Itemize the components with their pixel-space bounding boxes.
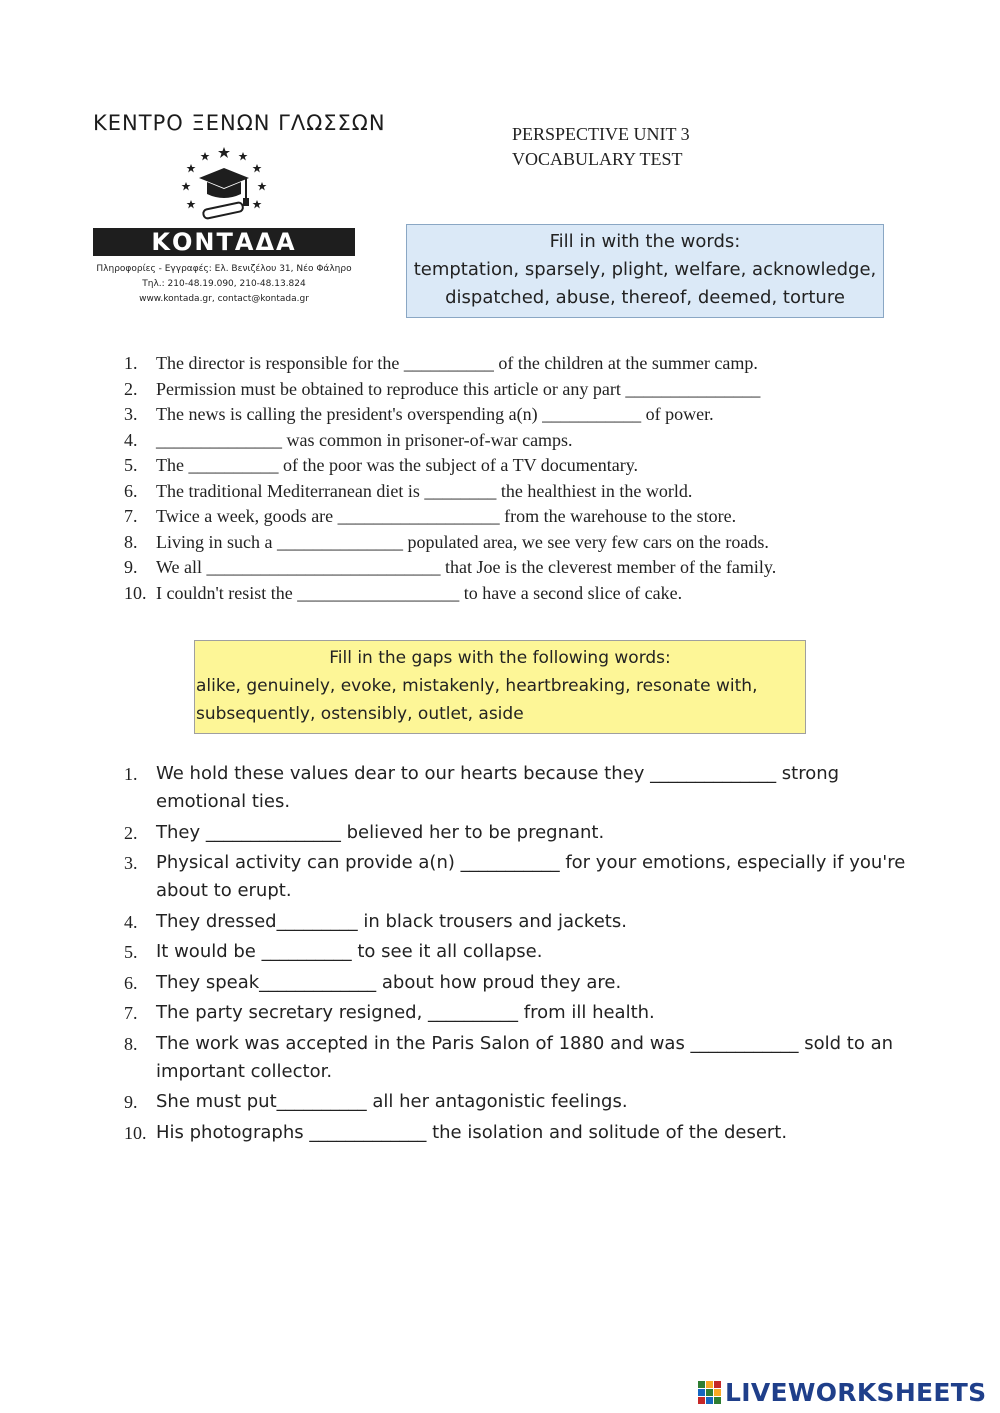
list-item [124, 938, 914, 966]
list-item [124, 760, 914, 816]
item-text[interactable]: They dressed_________ in black trousers and jackets. [156, 910, 627, 932]
item-text[interactable]: We all __________________________ that Joe is the cleverest member of the family. [156, 557, 777, 577]
word-box-heading: Fill in with the words: [549, 231, 741, 252]
item-text[interactable]: Twice a week, goods are __________________ from the warehouse to the store. [156, 506, 737, 526]
page-title [512, 122, 690, 172]
item-text[interactable]: The news is calling the president's overspending a(n) ___________ of power. [156, 404, 714, 424]
item-number: 7. [124, 506, 138, 526]
item-text[interactable]: She must put__________ all her antagonistic feelings. [156, 1091, 628, 1112]
item-number: 9. [124, 1092, 138, 1112]
item-text[interactable]: They _______________ believed her to be pregnant. [156, 821, 605, 843]
list-item [124, 1030, 914, 1086]
logo-info-phone: Τηλ.: 210-48.19.090, 210-48.13.824 [142, 279, 306, 289]
logo-info-address: Πληροφορίες - Εγγραφές: Ελ. Βενιζέλου 31, Νέο Φάληρο [96, 264, 352, 274]
item-text[interactable]: His photographs _____________ the isolation and solitude of the desert. [156, 1121, 788, 1143]
item-text[interactable]: The party secretary resigned, __________ from ill health. [156, 1002, 655, 1023]
item-text[interactable]: Permission must be obtained to reproduce this article or any part _______________ [156, 378, 761, 399]
item-number: 5. [124, 455, 138, 475]
item-text[interactable]: ______________ was common in prisoner-of-war camps. [156, 429, 573, 450]
list-item [124, 504, 776, 530]
item-number: 10. [124, 582, 147, 603]
logo-title: ΚΕΝΤΡΟ ΞΕΝΩΝ ΓΛΩΣΣΩΝ [93, 111, 386, 135]
item-text[interactable]: Physical activity can provide a(n) ___________ for your emotions, especially if you're about to erupt. [156, 852, 906, 901]
list-item [124, 428, 776, 454]
list-item [124, 908, 914, 936]
item-text[interactable]: The __________ of the poor was the subject of a TV documentary. [156, 455, 639, 475]
item-number: 9. [124, 557, 138, 577]
graduation-cap-icon [159, 144, 289, 226]
exercise-list-section1 [124, 351, 776, 606]
item-number: 8. [124, 1033, 138, 1054]
item-text[interactable]: I couldn't resist the __________________ to have a second slice of cake. [156, 582, 683, 603]
item-number: 6. [124, 480, 138, 501]
item-number: 4. [124, 911, 138, 932]
item-text[interactable]: The director is responsible for the __________ of the children at the summer camp. [156, 353, 758, 373]
logo-contact-info [93, 262, 355, 307]
list-item [124, 1088, 914, 1116]
list-item [124, 530, 776, 556]
item-number: 8. [124, 531, 138, 552]
item-number: 2. [124, 378, 138, 399]
item-number: 4. [124, 429, 138, 450]
list-item [124, 999, 914, 1027]
title-line-test: VOCABULARY TEST [512, 149, 683, 169]
list-item [124, 969, 914, 997]
list-item [124, 351, 776, 377]
list-item [124, 1119, 914, 1147]
item-text[interactable]: The work was accepted in the Paris Salon of 1880 and was ____________ sold to an important collector. [156, 1032, 894, 1082]
logo-info-web: www.kontada.gr, contact@kontada.gr [139, 294, 309, 304]
item-number: 1. [124, 764, 138, 784]
item-number: 2. [124, 822, 138, 843]
item-number: 5. [124, 942, 138, 962]
item-text[interactable]: The traditional Mediterranean diet is ________ the healthiest in the world. [156, 480, 693, 501]
item-number: 7. [124, 1003, 138, 1023]
word-box-section1 [406, 224, 884, 318]
word-box-heading: Fill in the gaps with the following words: [329, 648, 671, 668]
word-box-words-line1: alike, genuinely, evoke, mistakenly, heartbreaking, resonate with, [196, 676, 758, 696]
word-box-words-line2: subsequently, ostensibly, outlet, aside [196, 704, 524, 724]
watermark-text: LIVEWORKSHEETS [725, 1378, 987, 1407]
exercise-list-section2 [124, 760, 914, 1149]
list-item [124, 555, 776, 581]
item-text[interactable]: We hold these values dear to our hearts because they ______________ strong emotional ties. [156, 763, 840, 812]
item-number: 3. [124, 404, 138, 424]
title-line-unit: PERSPECTIVE UNIT 3 [512, 124, 690, 144]
logo-brand-bar: ΚΟΝΤΑΔΑ [93, 228, 355, 256]
liveworksheets-logo-icon [697, 1380, 723, 1406]
liveworksheets-watermark [697, 1377, 986, 1409]
list-item [124, 819, 914, 847]
word-box-words-line2: dispatched, abuse, thereof, deemed, torture [445, 287, 845, 308]
item-number: 10. [124, 1122, 147, 1143]
list-item [124, 402, 776, 428]
school-logo [93, 108, 386, 307]
item-number: 6. [124, 972, 138, 993]
word-box-section2 [194, 640, 806, 734]
list-item [124, 849, 914, 905]
item-number: 1. [124, 353, 138, 373]
list-item [124, 453, 776, 479]
list-item [124, 581, 776, 607]
item-text[interactable]: Living in such a ______________ populated area, we see very few cars on the roads. [156, 531, 769, 552]
item-text[interactable]: It would be __________ to see it all collapse. [156, 941, 543, 962]
list-item [124, 377, 776, 403]
item-text[interactable]: They speak_____________ about how proud they are. [156, 971, 622, 993]
list-item [124, 479, 776, 505]
word-box-words-line1: temptation, sparsely, plight, welfare, acknowledge, [413, 259, 877, 280]
item-number: 3. [124, 853, 138, 873]
